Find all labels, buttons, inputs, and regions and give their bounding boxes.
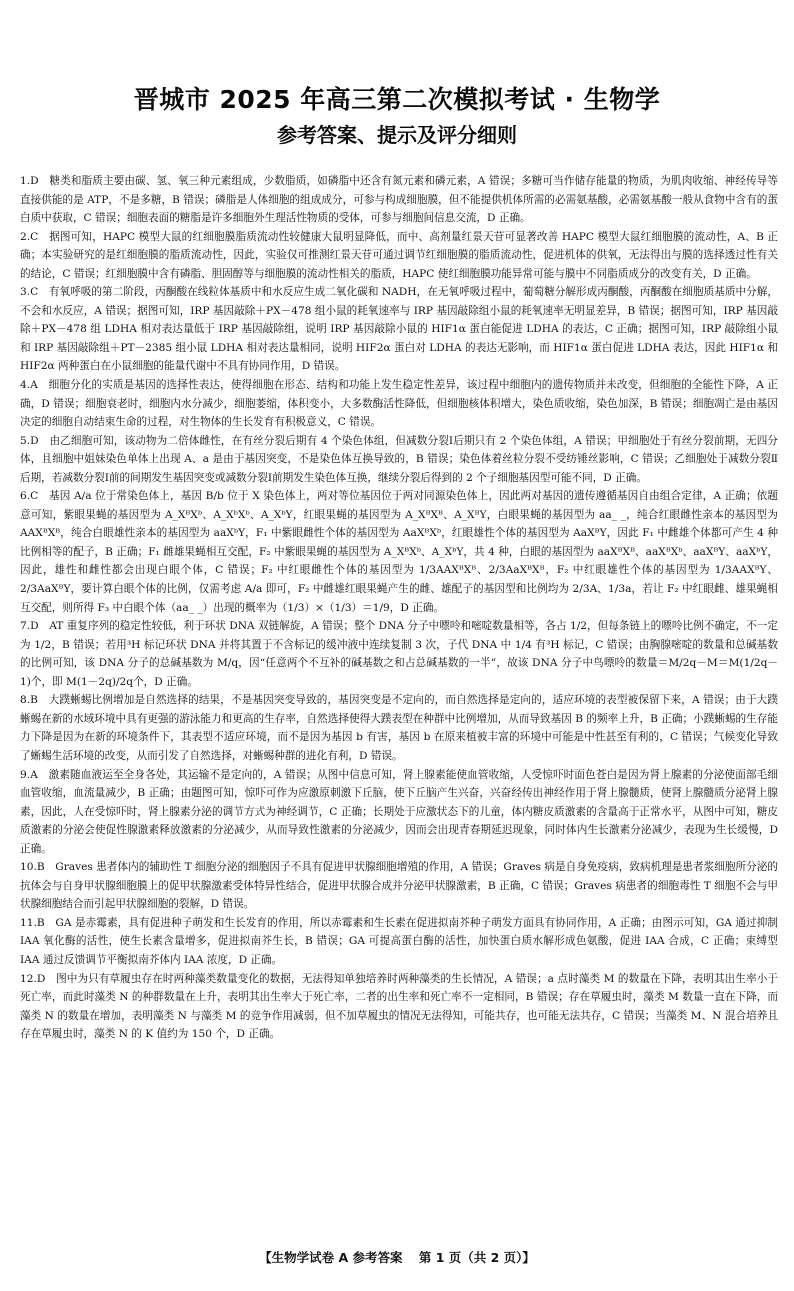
- footer-label: 【生物学试卷 A 参考答案: [259, 1250, 403, 1265]
- answer-item: 12.D 图中为只有草履虫存在时两种藻类数量变化的数据，无法得知单独培养时两种藻类的生长情况，A 错误；a 点时藻类 M 的数量在下降，表明其出生率小于死亡率，而此时藻类 N 的种群数量在上升，表明其出生率大于死亡率，二者的出生率和死亡率不一定相同，B 错误；存在草履虫时，藻类 M 数量一直在下降，而藻类 N 的数量在增加，表明藻类 N 与藻类 M 的竞争作用减弱，但不加草履虫的情况无法得知，可能共存，也可能无法共存，C 错误；当藻类 M、N 混合培养且存在草履虫时，藻类 N 的 K 值约为 150 个，D 正确。: [20, 972, 778, 1041]
- answer-item: 5.D 由乙细胞可知，该动物为二倍体雌性，在有丝分裂后期有 4 个染色体组，但减数分裂Ⅰ后期只有 2 个染色体组，A 错误；甲细胞处于有丝分裂前期，无四分体，且细胞中姐妹染色单体上出现 A、a 是由于基因突变，不是染色体互换导致的，B 错误；染色体着丝粒分裂不受纺锤丝影响，C 错误；乙细胞处于减数分裂Ⅱ后期，若减数分裂Ⅰ前的间期发生基因突变或减数分裂Ⅰ前期发生染色体互换，继续分裂后得到的 2 个子细胞基因型可能不同，D 正确。: [20, 434, 778, 484]
- page-subtitle: 参考答案、提示及评分细则: [277, 123, 517, 147]
- answer-item: 10.B Graves 患者体内的辅助性 T 细胞分泌的细胞因子不具有促进甲状腺细胞增殖的作用，A 错误；Graves 病是自身免疫病，致病机理是患者浆细胞所分泌的抗体会与自身甲状腺细胞膜上的促甲状腺激素受体特异性结合，促进甲状腺合成并分泌甲状腺激素，B 正确，C 错误；Graves 病患者的细胞毒性 T 细胞不会与甲状腺细胞结合而引起甲状腺细胞的裂解，D 错误。: [20, 861, 778, 911]
- page-title: 晋城市 2025 年高三第二次模拟考试 · 生物学: [133, 85, 661, 114]
- answer-item: 7.D AT 重复序列的稳定性较低，利于环状 DNA 双链解旋，A 错误；整个 DNA 分子中嘌呤和嘧啶数量相等，各占 1/2，但每条链上的嘌呤比例不确定，不一定为 1/2，B 错误；若用³H 标记环状 DNA 并将其置于不含标记的缓冲液中连续复制 3 次，子代 DNA 中 1/4 有³H 标记，C 错误；由胸腺嘧啶的数量和总碱基数的比例可知，该 DNA 分子的总碱基数为 M/q，因“任意两个不互补的碱基数之和占总碱基数的一半”，故该 DNA 分子中鸟嘌呤的数量＝M/2q－M＝M(1/2q－1)个，即 M(1－2q)/2q个，D 正确。: [20, 620, 778, 688]
- answer-item: 11.B GA 是赤霉素，具有促进种子萌发和生长发育的作用，所以赤霉素和生长素在促进拟南芥种子萌发方面具有协同作用，A 正确；由图示可知，GA 通过抑制 IAA 氧化酶的活性，使生长素含量增多，促进拟南芥生长，B 错误；GA 可提高蛋白酶的活性，加快蛋白质水解形成色氨酸，促进 IAA 合成，C 正确；束缚型 IAA 通过反馈调节平衡拟南芥体内 IAA 浓度，D 正确。: [20, 916, 778, 966]
- page-footer: [0, 1248, 794, 1266]
- footer-page-number: 第 1 页（共 2 页）】: [418, 1250, 535, 1265]
- answer-list: [20, 172, 778, 1044]
- answer-item: 1.D 糖类和脂质主要由碳、氢、氧三种元素组成，少数脂质，如磷脂中还含有氮元素和磷元素，A 错误；多糖可当作储存能量的物质，为肌肉收缩、神经传导等直接供能的是 ATP，不是多糖，B 错误；磷脂是人体细胞的组成成分，可参与构成细胞膜，但不能提供机体所需的必需氨基酸，必需氨基酸一般从食物中含有的蛋白质中获取，C 错误；细胞表面的糖脂是许多细胞外生理活性物质的受体，可参与细胞间信息交流，D 正确。: [20, 175, 778, 225]
- answer-item: 3.C 有氧呼吸的第二阶段，丙酮酸在线粒体基质中和水反应生成二氧化碳和 NADH，在无氧呼吸过程中，葡萄糖分解形成丙酮酸，丙酮酸在细胞质基质中分解，不会和水反应，A 错误；据图可知，IRP 基因敲除＋PX－478 组小鼠的耗氧速率与 IRP 基因敲除组小鼠的耗氧速率无明显差异，B 错误；据图可知，IRP 基因敲除＋PX－478 组 LDHA 相对表达量低于 IRP 基因敲除组，说明 IRP 基因敲除小鼠的 HIF1α 蛋白能促进 LDHA 的表达，C 正确；据图可知，IRP 敲除组小鼠和 IRP 基因敲除组＋PT－2385 组小鼠 LDHA 相对表达量相同，说明 HIF2α 蛋白对 LDHA 的表达无影响，而 HIF1α 蛋白促进 LDHA 表达，因此 HIF1α 和 HIF2α 两种蛋白在小鼠细胞的能量代谢中不具有协同作用，D 错误。: [20, 286, 778, 373]
- answer-item: 2.C 据图可知，HAPC 模型大鼠的红细胞膜脂质流动性较健康大鼠明显降低，而中、高剂量红景天苷可显著改善 HAPC 模型大鼠红细胞膜的流动性，A、B 正确；本实验研究的是红细胞膜的脂质流动性，因此，实验仅可推测红景天苷可通过调节红细胞膜的脂质流动性，促进机体的供氧，无法得出与膜的选择透过性有关的结论，C 错误；红细胞膜中含有磷脂、胆固醇等与细胞膜的流动性相关的脂质，HAPC 使红细胞膜功能异常可能与膜中不同脂质成分的改变有关，D 正确。: [20, 230, 778, 280]
- answer-item: 9.A 激素随血液运至全身各处，其运输不是定向的，A 错误；从图中信息可知，肾上腺素能使血管收缩，人受惊吓时面色苍白是因为肾上腺素的分泌使面部毛细血管收缩，血流量减少，B 正确；由题图可知，惊吓可作为应激原刺激下丘脑，使下丘脑产生兴奋，兴奋经传出神经作用于肾上腺髓质，使肾上腺髓质分泌肾上腺素，因此，人在受惊吓时，肾上腺素分泌的调节方式为神经调节，C 正确；长期处于应激状态下的儿童，体内糖皮质激素的含量高于正常水平，从图中可知，糖皮质激素的分泌会使促性腺激素释放激素的分泌减少，从而导致性激素的分泌减少，因而会出现青春期延迟现象，同时体内生长激素分泌减少，表现为生长缓慢，D 正确。: [20, 768, 778, 855]
- answer-item: 6.C 基因 A/a 位于常染色体上，基因 B/b 位于 X 染色体上，两对等位基因位于两对同源染色体上，因此两对基因的遗传遵循基因自由组合定律，A 正确；依题意可知，紫眼果蝇的基因型为 A_XᴮXᵇ、A_XᵇXᵇ、A_XᵇY，红眼果蝇的基因型为 A_XᴮXᴮ、A_XᴮY，白眼果蝇的基因型为 aa_ _，纯合红眼雌性亲本的基因型为 AAXᴮXᴮ，纯合白眼雄性亲本的基因型为 aaXᵇY，F₁ 中紫眼雌性个体的基因型为 AaXᴮXᵇ，红眼雄性个体的基因型为 AaXᴮY，因此 F₁ 中雌雄个体都可产生 4 种比例相等的配子，B 正确；F₁ 雌雄果蝇相互交配，F₂ 中紫眼果蝇的基因型为 A_XᴮXᵇ、A_XᵇY，共 4 种，白眼的基因型为 aaXᴮXᴮ、aaXᴮXᵇ、aaXᴮY、aaXᵇY，因此，雄性和雌性都会出现白眼个体，C 错误；F₂ 中红眼雌性个体的基因型为 1/3AAXᴮXᴮ、2/3AaXᴮXᴮ，F₂ 中红眼雄性个体的基因型为 1/3AAXᴮY、2/3AaXᴮY，要计算白眼个体的比例，仅需考虑 A/a 即可，F₂ 中雌雄红眼果蝇产生的雌、雄配子的基因型和比例均为 2/3A、1/3a，若让 F₂ 中红眼雌、雄果蝇相互交配，则所得 F₃ 中白眼个体（aa_ _）出现的概率为（1/3）×（1/3）＝1/9，D 正确。: [20, 490, 778, 614]
- answer-item: 8.B 大蹼蜥蜴比例增加是自然选择的结果，不是基因突变导致的，基因突变是不定向的，而自然选择是定向的，适应环境的表型被保留下来，A 错误；由于大蹼蜥蜴在新的水域环境中具有更强的游泳能力和更高的生存率，自然选择使得大蹼表型在种群中比例增加，从而导致基因 B 的频率上升，B 正确；小蹼蜥蜴的生存能力下降是因为在新的环境条件下，其表型不适应环境，而不是因为基因 b 有害，基因 b 在原来植被丰富的环境中可能是中性甚至有利的，C 错误；气候变化导致了蜥蜴生活环境的改变，从而引发了自然选择，对蜥蜴种群的进化有利，D 错误。: [20, 694, 778, 762]
- answer-item: 4.A 细胞分化的实质是基因的选择性表达，使得细胞在形态、结构和功能上发生稳定性差异，该过程中细胞内的遗传物质并未改变，但细胞的全能性下降，A 正确，D 错误；细胞衰老时，细胞内水分减少，细胞萎缩，体积变小，大多数酶活性降低，但细胞核体积增大，染色质收缩，染色加深，B 错误；细胞凋亡是由基因决定的细胞自动结束生命的过程，对生物体的生长发育有积极意义，C 错误。: [20, 379, 778, 429]
